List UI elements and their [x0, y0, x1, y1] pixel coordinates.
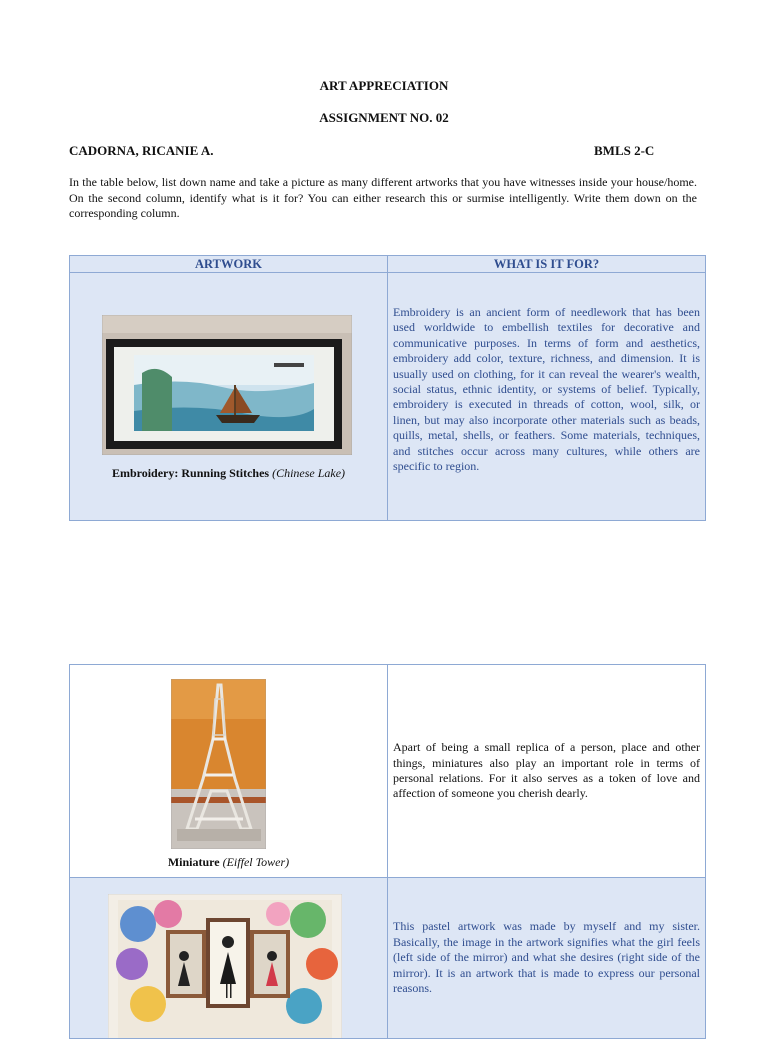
embroidery-photo	[102, 315, 352, 455]
header-artwork: ARTWORK	[70, 256, 388, 273]
instructions-paragraph: In the table below, list down name and take a picture as many different artworks that you have witnesses inside your house/home. On the second column, identify what is it for? You can either research this or surmise intelligently. Write them down on the corresponding column.	[69, 175, 697, 220]
artwork-table-continued	[69, 664, 706, 1039]
caption-title: Miniature	[167, 855, 220, 869]
artwork-description: Apart of being a small replica of a person, place and other things, miniatures also play an important role in terms of personal relations. For it also serves as a token of love and affection of someone you cherish dearly.	[393, 740, 700, 801]
caption-title: Embroidery: Running Stitches	[111, 466, 270, 480]
artwork-description: Embroidery is an ancient form of needlework that has been used worldwide to embellish textiles for decorative and communicative purposes. In terms of form and aesthetics, embroidery add color, texture, richness, and dimension. It is usually used on clothing, for it can reveal the wearer's wealth, social status, ethnic identity, or systems of belief. Typically, embroidery is executed in threads of cotton, wool, silk, or linen, but may also incorporate other materials such as beads, quills, metal, shells, or feathers. Some materials, techniques, and stitches occur across many cultures, while others are specific to region.	[393, 305, 700, 474]
header-purpose: WHAT IS IT FOR?	[388, 256, 706, 273]
purpose-cell	[388, 665, 706, 878]
eiffel-tower-photo	[171, 679, 266, 849]
assignment-number: ASSIGNMENT NO. 02	[319, 110, 449, 125]
artwork-table	[69, 255, 706, 521]
table-row	[70, 665, 706, 878]
table-row	[70, 878, 706, 1039]
caption-subtitle: (Eiffel Tower)	[222, 855, 290, 869]
student-section: BMLS 2-C	[594, 143, 655, 158]
caption-subtitle: (Chinese Lake)	[272, 466, 346, 480]
page-title: ART APPRECIATION	[319, 78, 449, 93]
artwork-caption	[70, 855, 387, 870]
artwork-description: This pastel artwork was made by myself and my sister. Basically, the image in the artwork signifies what the girl feels (left side of the mirror) and what she desires (right side of the mirror). It is an artwork that is made to express our personal reasons.	[393, 919, 700, 996]
table-row	[70, 273, 706, 521]
purpose-cell	[388, 878, 706, 1039]
artwork-cell	[70, 665, 388, 878]
artwork-cell	[70, 878, 388, 1039]
purpose-cell	[388, 273, 706, 521]
artwork-cell	[70, 273, 388, 521]
student-name: CADORNA, RICANIE A.	[69, 143, 214, 158]
artwork-caption	[70, 466, 387, 481]
pastel-artwork-photo	[108, 894, 342, 1038]
table-header-row	[70, 256, 706, 273]
